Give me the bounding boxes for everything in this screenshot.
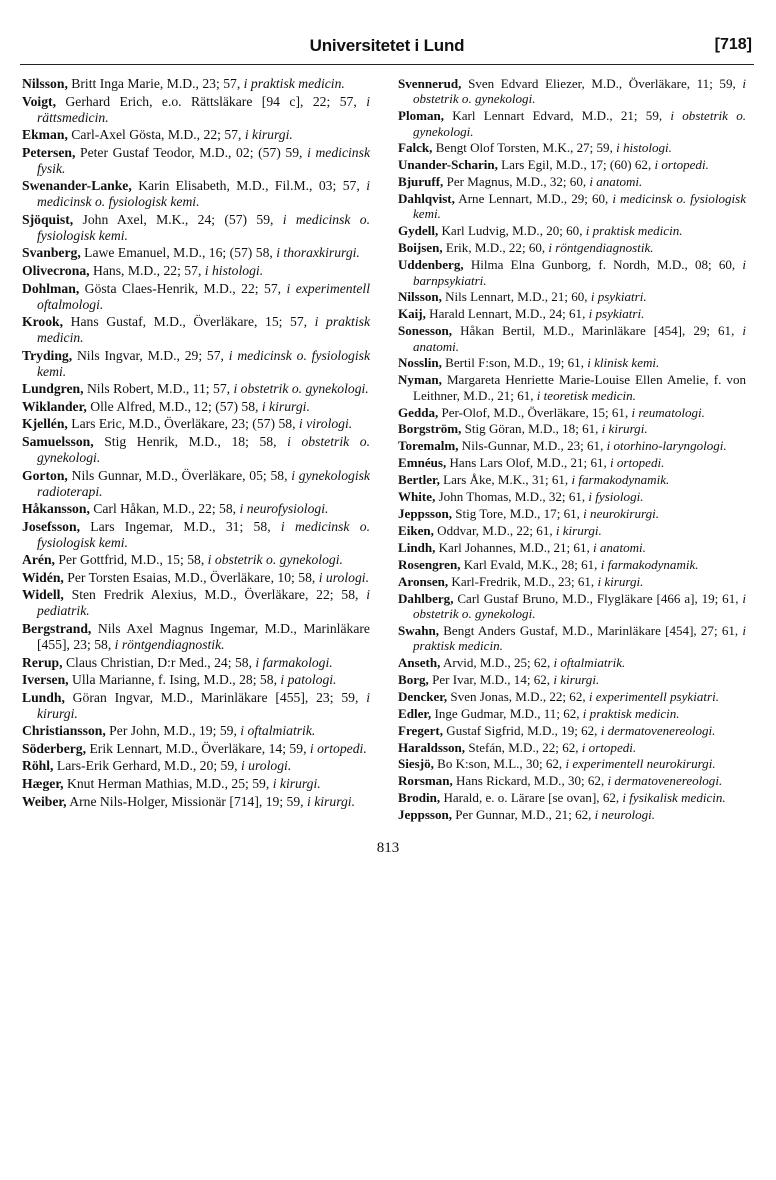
entry-surname: Voigt, [22,93,56,109]
register-entry [22,552,370,568]
entry-specialty: i medicinsk o. fysiologisk kemi. [413,191,746,222]
entry-specialty: i praktisk medicin. [243,76,345,91]
register-entry [398,355,746,370]
entry-details: Olle Alfred, M.D., 12; (57) 58, [86,398,262,414]
entry-specialty: i obstetrik o. gynekologi. [37,433,370,465]
page-header [20,30,754,60]
entry-specialty: i ortopedi. [309,740,367,756]
entry-details: John Axel, M.K., 24; (57) 59, [73,211,283,227]
entry-surname: White, [398,489,436,505]
entry-details: Gösta Claes-Henrik, M.D., 22; 57, [79,280,287,296]
entry-surname: Arén, [22,552,55,568]
entry-surname: Nilsson, [398,289,442,305]
entry-specialty: i virologi. [298,416,353,432]
register-entry [22,672,370,688]
right-column [398,76,746,824]
entry-specialty: i pediatrik. [37,587,370,619]
entry-surname: Widén, [22,569,64,585]
entry-details: Erik, M.D., 22; 60, [442,240,549,256]
entry-details: Oddvar, M.D., 22; 61, [433,522,556,538]
register-entry [398,591,746,622]
entry-surname: Boijsen, [398,240,443,256]
entry-details: Karl Evald, M.K., 28; 61, [460,556,601,572]
entry-specialty: i oftalmiatrik. [240,723,316,739]
entry-specialty: i experimentell oftalmologi. [37,280,370,312]
entry-specialty: i praktisk medicin. [413,622,746,654]
entry-surname: Samuelsson, [22,433,94,449]
entry-surname: Eiken, [398,522,434,538]
entry-specialty: i dermatovenereologi. [607,773,723,789]
entry-specialty: i obstetrik o. gynekologi. [413,590,746,621]
entry-surname: Ploman, [398,108,445,124]
register-entry [398,191,746,222]
register-entry [22,468,370,500]
entry-specialty: i praktisk medicin. [582,705,680,721]
entry-surname: Emnéus, [398,455,447,471]
entry-surname: Lundgren, [22,381,84,397]
entry-specialty: i gynekologisk radioterapi. [37,467,370,499]
entry-surname: Borgström, [398,421,462,437]
entry-surname: Ekman, [22,127,68,143]
entry-details: Knut Herman Mathias, M.D., 25; 59, [63,775,273,791]
entry-specialty: i anatomi. [589,174,643,190]
entry-specialty: i medicinsk o. fysiologisk kemi. [37,178,370,210]
section-number: [718] [714,36,752,53]
register-entry [398,756,746,771]
entry-surname: Widell, [22,587,64,603]
register-entry [22,794,370,810]
entry-specialty: i farmakodynamik. [571,472,670,488]
register-entry [398,455,746,470]
entry-surname: Petersen, [22,144,76,160]
entry-specialty: i experimentell psykiatri. [588,688,719,704]
entry-surname: Nosslin, [398,355,442,371]
register-entry [398,740,746,755]
register-entry [22,178,370,210]
entry-specialty: i teoretisk medicin. [536,387,636,403]
register-entry [22,281,370,313]
entry-specialty: i medicinsk o. fysiologisk kemi. [37,347,371,379]
register-entry [398,174,746,189]
entry-specialty: i fysiologi. [588,489,644,505]
entry-details: Lars Eric, M.D., Överläkare, 23; (57) 58, [67,416,299,432]
entry-specialty: i praktisk medicin. [37,314,370,346]
register-entry [398,623,746,654]
entry-specialty: i klinisk kemi. [587,355,660,371]
entry-surname: Wiklander, [22,398,87,414]
entry-details: Margareta Henriette Marie-Louise Ellen Amelie, f. von Leithner, M.D., 21; 61, [413,372,746,403]
entry-details: Harald, e. o. Lärare [se ovan], 62, [440,790,623,806]
register-entry [398,523,746,538]
entry-specialty: i kirurgi. [307,793,356,809]
entry-details: Bengt Olof Torsten, M.K., 27; 59, [432,140,617,156]
entry-surname: Gorton, [22,467,68,483]
entry-surname: Rerup, [22,654,63,670]
page-title: Universitetet i Lund [309,36,465,55]
entry-surname: Dohlman, [22,280,80,296]
entry-details: Per Torsten Esaias, M.D., Överläkare, 10; 58, [63,569,319,585]
register-entry [398,655,746,670]
entry-specialty: i kirurgi. [553,671,600,687]
register-entry [398,540,746,555]
register-entry [22,416,370,432]
header-rule [20,64,754,65]
entry-details: Claus Christian, D:r Med., 24; 58, [62,654,256,670]
entry-details: Lawe Emanuel, M.D., 16; (57) 58, [80,245,277,261]
entry-details: Inge Gudmar, M.D., 11; 62, [431,705,583,721]
entry-specialty: i neurologi. [594,807,656,823]
entry-details: Arne Lennart, M.D., 29; 60, [454,191,613,207]
entry-surname: Bergstrand, [22,620,92,636]
register-entry [22,381,370,397]
register-entry [22,741,370,757]
entry-specialty: i obstetrik o. gynekologi. [233,381,369,397]
entry-specialty: i thoraxkirurgi. [276,245,360,261]
entry-details: Carl-Axel Gösta, M.D., 22; 57, [67,127,245,143]
entry-details: Karl Ludvig, M.D., 20; 60, [438,223,586,239]
register-entry [398,689,746,704]
register-entry [398,289,746,304]
entry-specialty: i patologi. [280,672,337,688]
entry-specialty: i rättsmedicin. [37,93,370,125]
register-entry [398,807,746,822]
entry-details: Lars Egil, M.D., 17; (60) 62, [497,157,655,173]
entry-specialty: i farmakologi. [255,654,333,670]
entry-specialty: i obstetrik o. gynekologi. [413,76,746,107]
entry-details: Nils Robert, M.D., 11; 57, [83,381,234,397]
entry-specialty: i medicinsk o. fysiologisk kemi. [37,211,370,243]
entry-surname: Swahn, [398,622,439,638]
entry-specialty: i kirurgi. [597,573,644,589]
entry-details: Nils Lennart, M.D., 21; 60, [441,289,591,305]
entry-surname: Sonesson, [398,323,453,339]
entry-details: Per Gunnar, M.D., 21; 62, [452,807,595,823]
entry-details: Nils Axel Magnus Ingemar, M.D., Marinläkare [455], 23; 58, [37,620,370,652]
register-entry [22,145,370,177]
entry-specialty: i kirurgi. [261,398,310,414]
entry-details: Bo K:son, M.L., 30; 62, [433,756,566,772]
entry-details: Harald Lennart, M.D., 24; 61, [425,306,589,322]
register-entry [398,140,746,155]
entry-specialty: i ortopedi. [610,455,665,471]
entry-specialty: i urologi. [240,758,292,774]
register-entry [398,223,746,238]
entry-specialty: i psykiatri. [588,306,645,322]
entry-surname: Swenander-Lanke, [22,178,132,194]
entry-details: John Thomas, M.D., 32; 61, [435,489,589,505]
entry-surname: Söderberg, [22,740,87,756]
register-entry [398,574,746,589]
entry-surname: Falck, [398,140,433,156]
entry-details: Bengt Anders Gustaf, M.D., Marinläkare [454], 27; 61, [438,622,743,638]
entry-details: Gustaf Sigfrid, M.D., 19; 62, [443,722,601,738]
left-column [22,76,370,811]
entry-specialty: i oftalmiatrik. [553,654,626,670]
entry-details: Per Gottfrid, M.D., 15; 58, [54,552,208,568]
entry-details: Karl Johannes, M.D., 21; 61, [435,539,593,555]
entry-surname: Tryding, [22,347,73,363]
entry-surname: Anseth, [398,654,441,670]
entry-details: Sven Edvard Eliezer, M.D., Överläkare, 11; 59, [461,76,743,91]
register-entry [22,519,370,551]
entry-details: Stig Tore, M.D., 17; 61, [452,506,584,521]
entry-surname: Kaij, [398,306,426,322]
entry-details: Nils-Gunnar, M.D., 23; 61, [458,438,607,454]
entry-surname: Håkansson, [22,501,90,517]
entry-details: Ulla Marianne, f. Ising, M.D., 28; 58, [68,672,281,688]
entry-surname: Lundh, [22,689,65,705]
register-entry [22,587,370,619]
entry-details: Per Ivar, M.D., 14; 62, [428,671,554,687]
entry-specialty: i obstetrik o. gynekologi. [413,108,746,139]
entry-details: Hans Lars Olof, M.D., 21; 61, [446,455,611,471]
register-entry [398,405,746,420]
entry-specialty: i ortopedi. [654,157,709,173]
entry-specialty: i medicinsk fysik. [37,144,370,176]
entry-surname: Svanberg, [22,245,81,261]
entry-specialty: i fysikalisk medicin. [622,790,726,806]
entry-specialty: i otorhino-laryngologi. [606,438,727,454]
register-entry [22,776,370,792]
entry-surname: Haraldsson, [398,739,466,755]
entry-surname: Unander-Scharin, [398,157,498,173]
register-entry [22,348,370,380]
entry-surname: Uddenberg, [398,257,464,273]
entry-details: Stig Göran, M.D., 18; 61, [461,421,602,437]
register-entry [398,489,746,504]
register-entry [22,434,370,466]
entry-surname: Gydell, [398,223,439,239]
page-number: 813 [376,840,400,856]
register-entry [22,399,370,415]
entry-surname: Rosengren, [398,556,461,572]
register-entry [398,472,746,487]
register-entry [22,263,370,279]
entry-surname: Fregert, [398,722,444,738]
entry-details: Britt Inga Marie, M.D., 23; 57, [67,76,244,91]
entry-surname: Lindh, [398,539,436,555]
entry-surname: Rorsman, [398,773,453,789]
entry-specialty: i histologi. [616,140,672,156]
register-entry [398,323,746,354]
register-entry [398,706,746,721]
entry-specialty: i psykiatri. [590,289,647,305]
register-entry [398,157,746,172]
entry-specialty: i neurokirurgi. [583,506,660,521]
register-entry [22,690,370,722]
entry-specialty: i dermatovenereologi. [600,722,716,738]
entry-details: Lars-Erik Gerhard, M.D., 20; 59, [53,758,241,774]
register-entry [22,621,370,653]
register-entry [22,314,370,346]
entry-surname: Röhl, [22,758,54,774]
entry-details: Carl Gustaf Bruno, M.D., Flygläkare [466 a], 19; 61, [453,590,743,606]
entry-details: Lars Åke, M.K., 31; 61, [439,472,572,488]
entry-details: Håkan Bertil, M.D., Marinläkare [454], 29; 61, [452,323,743,339]
entry-surname: Kjellén, [22,416,68,432]
register-entry [398,421,746,436]
entry-details: Sten Fredrik Alexius, M.D., Överläkare, 22; 58, [63,587,367,603]
entry-surname: Jeppsson, [398,807,453,823]
entry-surname: Gedda, [398,404,439,420]
entry-specialty: i experimentell neurokirurgi. [565,756,716,772]
entry-specialty: i anatomi. [413,323,746,354]
entry-specialty: i praktisk medicin. [585,223,683,239]
entry-surname: Josefsson, [22,518,80,534]
entry-specialty: i ortopedi. [581,739,637,755]
entry-surname: Olivecrona, [22,262,90,278]
entry-surname: Weiber, [22,793,67,809]
entry-details: Arne Nils-Holger, Missionär [714], 19; 59, [66,793,308,809]
entry-details: Nils Ingvar, M.D., 29; 57, [72,347,229,363]
entry-details: Bertil F:son, M.D., 19; 61, [441,355,588,371]
entry-details: Hans Rickard, M.D., 30; 62, [452,773,608,789]
entry-details: Per John, M.D., 19; 59, [105,723,241,739]
entry-surname: Dahlberg, [398,590,454,606]
entry-surname: Nyman, [398,372,442,388]
entry-specialty: i kirurgi. [272,775,321,791]
entry-specialty: i kirurgi. [37,689,370,721]
entry-specialty: i röntgendiagnostik. [114,636,225,652]
register-entry [22,76,370,92]
entry-surname: Toremalm, [398,438,459,454]
entry-surname: Siesjö, [398,756,434,772]
entry-surname: Nilsson, [22,76,68,91]
entry-details: Karin Elisabeth, M.D., Fil.M., 03; 57, [131,178,367,194]
entry-surname: Bertler, [398,472,440,488]
entry-details: Hans, M.D., 22; 57, [89,262,205,278]
register-entry [398,372,746,403]
entry-surname: Christiansson, [22,723,106,739]
register-entry [398,240,746,255]
register-entry [22,127,370,143]
entry-details: Gerhard Erich, e.o. Rättsläkare [94 c], 22; 57, [55,93,367,109]
entry-specialty: i kirurgi. [601,421,648,437]
register-entry [22,245,370,261]
register-entry [398,76,746,107]
register-entry [398,257,746,288]
entry-details: Peter Gustaf Teodor, M.D., 02; (57) 59, [75,144,308,160]
register-entry [22,501,370,517]
register-entry [22,655,370,671]
entry-details: Karl Lennart Edvard, M.D., 21; 59, [444,108,671,124]
register-entry [398,438,746,453]
entry-surname: Jeppsson, [398,506,453,521]
entry-specialty: i röntgendiagnostik. [548,240,654,256]
entry-details: Sven Jonas, M.D., 22; 62, [447,688,589,704]
register-entry [398,108,746,139]
register-entry [398,790,746,805]
entry-details: Carl Håkan, M.D., 22; 58, [89,501,240,517]
entry-details: Per-Olof, M.D., Överläkare, 15; 61, [438,404,632,420]
entry-details: Hans Gustaf, M.D., Överläkare, 15; 57, [63,314,315,330]
entry-details: Arvid, M.D., 25; 62, [440,654,554,670]
entry-specialty: i urologi. [318,569,369,585]
entry-surname: Dencker, [398,688,448,704]
entry-surname: Borg, [398,671,429,687]
entry-surname: Dahlqvist, [398,191,455,207]
entry-specialty: i reumatologi. [631,404,705,420]
register-entry [22,758,370,774]
entry-specialty: i obstetrik o. gynekologi. [207,552,343,568]
entry-details: Lars Ingemar, M.D., 31; 58, [79,518,281,534]
entry-specialty: i barnpsykiatri. [413,257,746,288]
register-entry [22,212,370,244]
entry-details: Göran Ingvar, M.D., Marinläkare [455], 23; 59, [64,689,367,705]
entry-surname: Krook, [22,314,64,330]
entry-surname: Bjuruff, [398,174,444,190]
entry-surname: Edler, [398,705,432,721]
entry-specialty: i anatomi. [593,539,646,555]
entry-specialty: i medicinsk o. fysiologisk kemi. [37,518,370,550]
entry-surname: Svennerud, [398,76,462,91]
entry-surname: Iversen, [22,672,69,688]
register-entry [398,506,746,521]
entry-surname: Sjöquist, [22,211,74,227]
entry-details: Erik Lennart, M.D., Överläkare, 14; 59, [86,740,310,756]
entry-details: Nils Gunnar, M.D., Överläkare, 05; 58, [67,467,292,483]
entry-specialty: i neurofysiologi. [239,501,329,517]
entry-details: Karl-Fredrik, M.D., 23; 61, [448,573,598,589]
entry-specialty: i histologi. [204,262,264,278]
register-entry [22,570,370,586]
entry-specialty: i farmakodynamik. [600,556,699,572]
entry-specialty: i kirurgi. [244,127,293,143]
register-entry [398,672,746,687]
register-entry [22,94,370,126]
register-entry [22,723,370,739]
register-entry [398,306,746,321]
entry-details: Stig Henrik, M.D., 18; 58, [93,433,288,449]
entry-details: Stefán, M.D., 22; 62, [465,739,582,755]
register-entry [398,723,746,738]
register-entry [398,557,746,572]
entry-surname: Hæger, [22,775,64,791]
register-entry [398,773,746,788]
entry-details: Per Magnus, M.D., 32; 60, [443,174,590,190]
entry-surname: Brodin, [398,790,441,806]
entry-specialty: i kirurgi. [555,522,602,538]
entry-details: Hilma Elna Gunborg, f. Nordh, M.D., 08; 60, [463,257,743,273]
entry-surname: Aronsen, [398,573,449,589]
